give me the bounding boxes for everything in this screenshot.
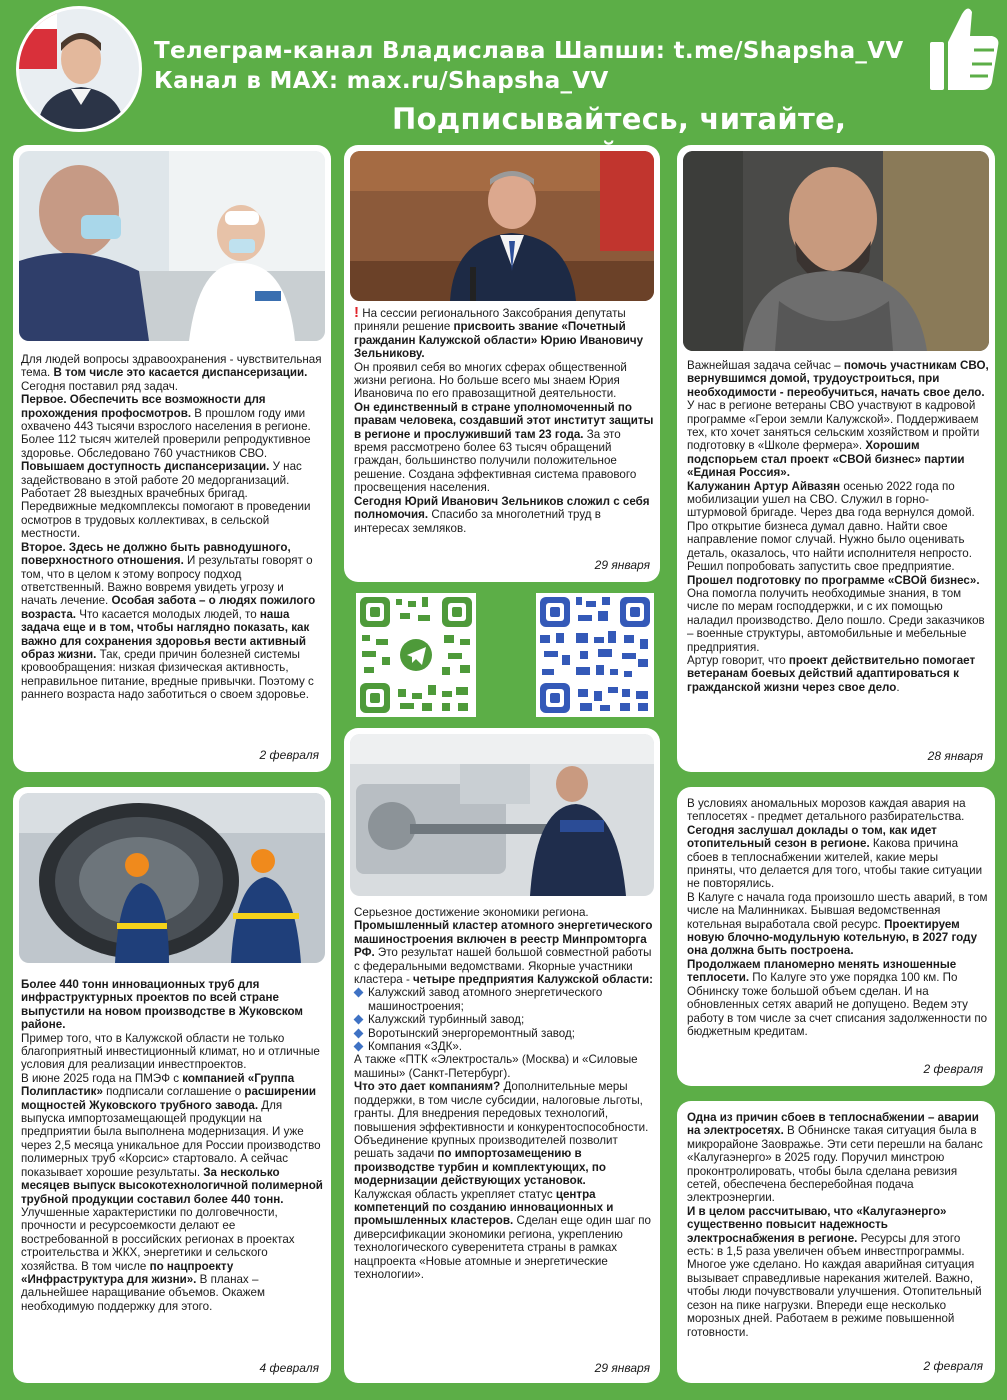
- post-date: 2 февраля: [923, 1359, 983, 1373]
- telegram-qr-code[interactable]: [356, 593, 476, 717]
- subscribe-slogan: Подписывайтесь, читайте,: [392, 102, 847, 136]
- post-date: 2 февраля: [923, 1062, 983, 1076]
- post-date: 4 февраля: [259, 1361, 319, 1375]
- author-portrait-icon: [19, 9, 139, 129]
- cluster-member-item: Калужский турбинный завод;: [354, 1013, 654, 1026]
- pipes-text: Более 440 тонн инновационных труб для инфраструктурных проектов по всей стране выпустили на новом производстве в Жуковском районе. Пример того, что в Калужской области не только благоприятный инвестиционный климат, но и отличные условия для реализации инвестпроектов. В июне 2025 года на ПМЭФ с компанией «Группа Полипластик» подписали соглашение о расширении мощностей Жуковского трубного завода. Для выпуска импортозамещающей продукции на предприятии была выполнена модернизация. И уже через 2,5 месяца уникальное для России производство полимерных труб «Корсис» стартовало. А сейчас показывает хорошие результаты. За несколько месяцев выпуск высокотехнологичной полимерной трубной продукции составил более 440 тонн. Улучшенные характеристики по долговечности, прочности и ресурсоемкости делают ее востребованной в российских регионах в проектах строительства и ЖКХ, энергетики и сельского хозяйства. В том числе по нацпроекту «Инфраструктура для жизни». В планах – дальнейшее наращивание объемов. Окажем необходимую поддержку для этого.: [21, 978, 323, 1313]
- lathe-worker-photo: [350, 734, 654, 896]
- post-health: [13, 145, 331, 772]
- svo-veteran-photo: [683, 151, 989, 351]
- post-date: 29 января: [594, 1361, 650, 1375]
- cluster-member-item: Калужский завод атомного энергетического машиностроения;: [354, 986, 654, 1013]
- zelnikov-text: ! На сессии регионального Заксобрания депутаты приняли решение присвоить звание «Почетный гражданин Калужской области» Юрию Ивановичу Зельникову. Он проявил себя во многих сферах общественной жизни региона. Но больше всего мы знаем Юрия Ивановича по его правозащитной деятельности. Он единственный в стране уполномоченный по правам человека, создавший этот институт защиты в регионе и прослуживший там 23 года. За это время рассмотрено более 63 тысяч обращений граждан, большинство получили положительное решение. Создана эффективная система правового просвещения населения. Сегодня Юрий Иванович Зельников сложил с себя полномочия. Спасибо за многолетний труд в интересах земляков.: [354, 304, 654, 535]
- heating-text: В условиях аномальных морозов каждая авария на теплосетях - предмет детального разбирательства. Сегодня заслушал доклады о том, как идет отопительный сезон в регионе. Какова причина сбоев в теплоснабжении жителей, какие меры приняты, что делается для того, чтобы такие ситуации не повторялись. В Калуге с начала года произошло шесть аварий, в том числе на Малинниках. Бывшая ведомственная котельная выработала свой ресурс. Проектируем новую блочно-модульную котельную, в 2027 году она должна быть построена. Продолжаем планомерно менять изношенные теплосети. По Калуге это уже порядка 100 км. По Обнинску тоже большой объем сделан. И на обновленных сетях аварий не допущено. Ведем эту работу в том числе за счет списания задолженности по бюджетным кредитам.: [687, 797, 988, 1038]
- telegram-channel-line[interactable]: Телеграм-канал Владислава Шапши: t.me/Shapsha_VV: [154, 38, 904, 64]
- post-cluster: [344, 728, 660, 1383]
- kalugaenergo-text: Одна из причин сбоев в теплоснабжении – аварии на электросетях. В Обнинске такая ситуация была в микрорайоне Заовражье. Эти сети перешли на баланс «Калугаэнерго» в 2025 году. Поручил минстрою проконтролировать, чтобы была сделана ревизия сетей, обеспечена бесперебойная подача электроэнергии. И в целом рассчитываю, что «Калугаэнерго» существенно повысит надежность электроснабжения в регионе. Ресурсы для этого есть: в 1,5 раза увеличен объем инвестпрограммы. Многое уже сделано. Но каждая аварийная ситуация вызывает справедливые нарекания жителей. Важно, чтобы люди почувствовали улучшения. Отопительный сезон на пике нагрузки. Впереди еще несколько морозных дней. Работаем в режиме повышенной готовности.: [687, 1111, 983, 1339]
- cluster-text: Серьезное достижение экономики региона. Промышленный кластер атомного энергетического машиностроения включен в реестр Минпромторга РФ. Это результат нашей большой совместной работы с федеральными ведомствами. Якорные участники кластера - четыре предприятия Калужской области: Калужский завод атомного энергетического машиностроения; Калужский турбинный завод; Воротынский энергоремонтный завод; Компания «ЗДК». А также «ПТК «Электросталь» (Москва) и «Силовые машины» (Санкт-Петербург). Что это дает компаниям? Дополнительные меры поддержки, в том числе субсидии, налоговые льготы, гранты. Для внедрения передовых технологий, повышения эффективности и конкурентоспособности. Объединение крупных производителей позволит решать задачи по импортозамещению в производстве турбин и комплектующих, по модернизации действующих установок. Калужская область укрепляет статус центра компетенций по созданию инновационных и промышленных кластеров. Сделан еще один шаг по диверсификации экономики региона, укреплению технологического суверенитета страны в рамках нацпроекта «Новые атомные и энергетические технологии».: [354, 906, 654, 1281]
- post-heating: [677, 787, 995, 1086]
- pipe-factory-workers-photo: [19, 793, 325, 963]
- cluster-member-item: Компания «ЗДК».: [354, 1040, 654, 1053]
- thumbs-up-icon: [926, 2, 1004, 94]
- post-date: 29 января: [594, 558, 650, 572]
- post-zelnikov: [344, 145, 660, 582]
- post-kalugaenergo: [677, 1101, 995, 1383]
- post-svo: [677, 145, 995, 772]
- svo-text: Важнейшая задача сейчас – помочь участникам СВО, вернувшимся домой, трудоустроиться, при необходимости - переобучиться, начать свое дело. У нас в регионе ветераны СВО участвуют в кадровой программе «Герои земли Калужской». Поддерживаем тех, кто хочет заняться сельским хозяйством и пройти подготовку в «Школе фермера». Хорошим подспорьем стал проект «СВОй бизнес» партии «Единая Россия». Калужанин Артур Айвазян осенью 2022 года по мобилизации ушел на СВО. Служил в горно-штурмовой бригаде. Через два года вернулся домой. Про открытие бизнеса думал давно. Найти свое направление помог случай. Нужно было оценивать деталь, оказалось, что найти исполнителя непросто. Решил попробовать запустить свое предприятие. Прошел подготовку по программе «СВОй бизнес». Она помогла получить необходимые знания, в том числе по мерам господдержки, и с их помощью наладил производство. Дело пошло. Среди заказчиков – военные структуры, автомобильные и мебельные предприятия. Артур говорит, что проект действительно помогает ветеранам боевых действий адаптироваться к гражданской жизни через свое дело.: [687, 359, 989, 694]
- author-avatar: [16, 6, 142, 132]
- max-channel-line[interactable]: Канал в MAX: max.ru/Shapsha_VV: [154, 68, 609, 94]
- cluster-member-item: Воротынский энергоремонтный завод;: [354, 1027, 654, 1040]
- deputy-at-podium-photo: [350, 151, 654, 301]
- max-qr-code[interactable]: [536, 593, 654, 717]
- health-text: Для людей вопросы здравоохранения - чувствительная тема. В том числе это касается диспансеризации. Сегодня поставил ряд задач. Первое. Обеспечить все возможности для прохождения профосмотров. В прошлом году ими охвачено 443 тысячи взрослого населения в регионе. Более 112 тысяч жителей проверили репродуктивное здоровье. Обследовано 760 участников СВО. Повышаем доступность диспансеризации. У нас задействовано в этой работе 20 медорганизаций. Работает 28 выездных врачебных бригад. Передвижные медкомплексы помогают в проведении осмотров в трудовых коллективах, в сельской местности. Второе. Здесь не должно быть равнодушного, поверхностного отношения. И результаты говорят о том, что в целом к этому вопросу подход ответственный. Важно вовремя увидеть угрозу и начать лечение. Особая забота – о людях пожилого возраста. Что касается молодых людей, то наша задача еще и в том, чтобы наглядно показать, как важно для сохранения здоровья вести активный образ жизни. Так, среди причин болезней системы кровообращения: низкая физическая активность, неправильное питание, вредные привычки. Поэтому с раннего возраста надо заботиться о своем здоровье.: [21, 353, 322, 702]
- post-pipes: [13, 787, 331, 1383]
- doctor-examination-photo: [19, 151, 325, 341]
- exclamation-icon: !: [354, 304, 359, 321]
- post-date: 28 января: [927, 749, 983, 763]
- post-date: 2 февраля: [259, 748, 319, 762]
- header: [0, 0, 1007, 140]
